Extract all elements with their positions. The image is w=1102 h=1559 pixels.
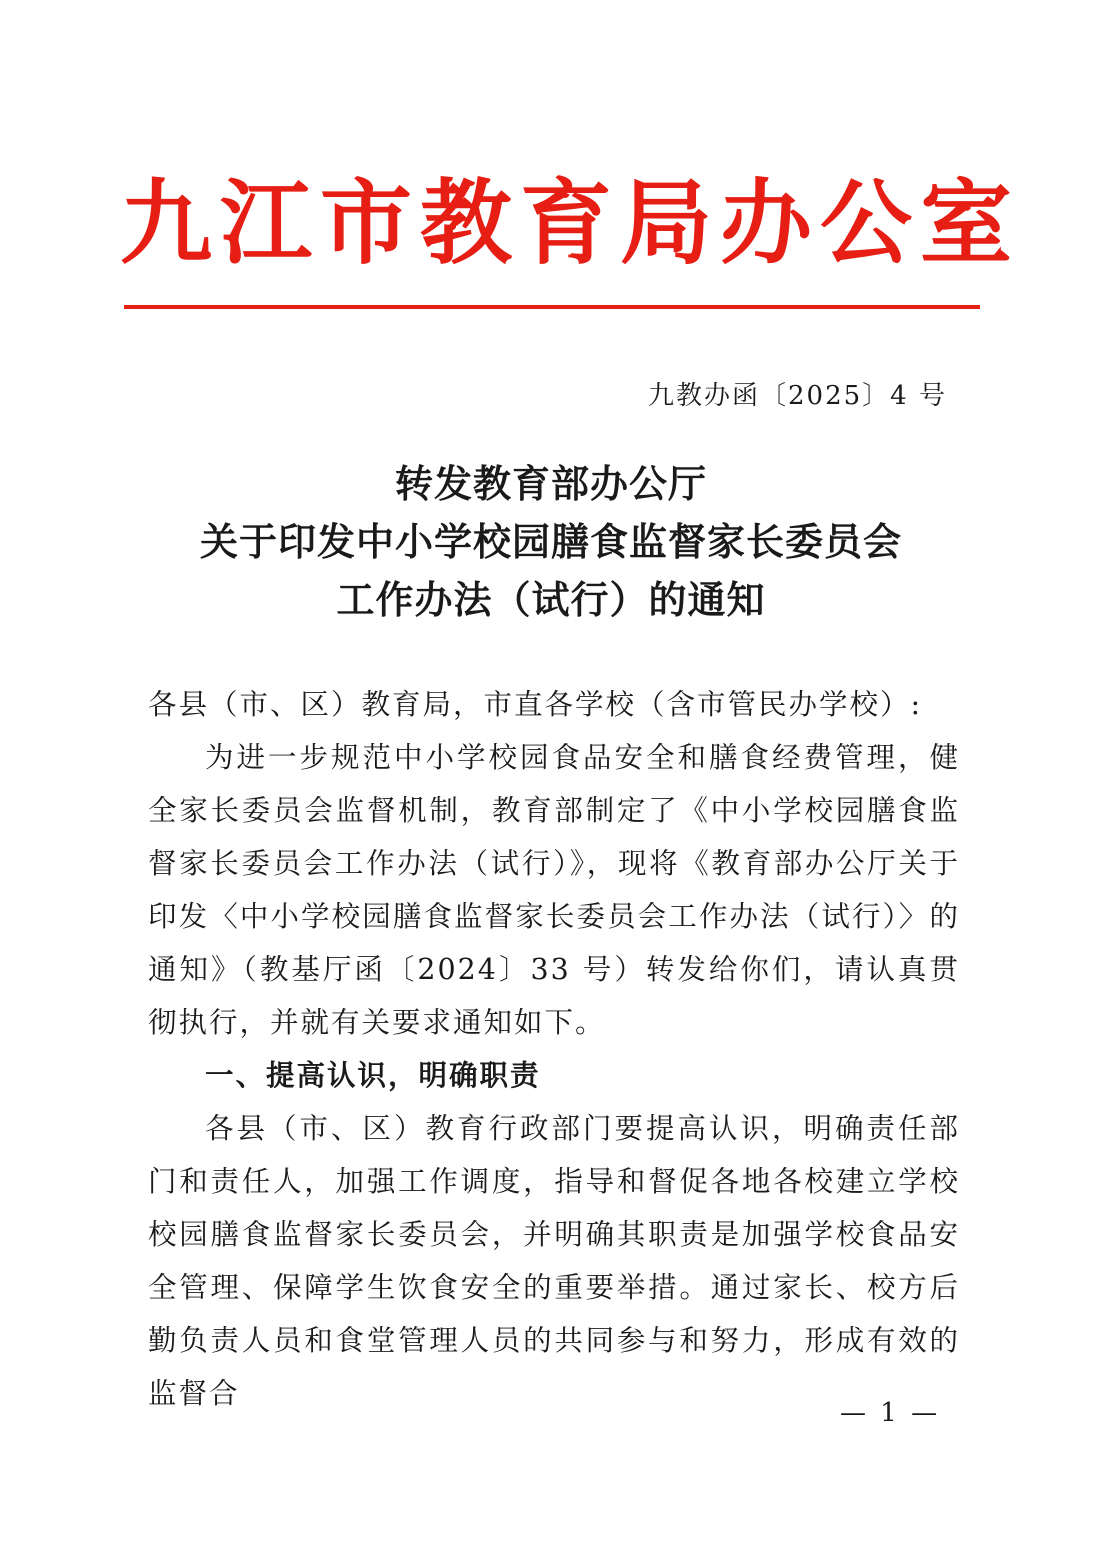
document-title	[100, 455, 1002, 629]
document-body	[148, 678, 960, 1420]
title-line-1: 转发教育部办公厅	[394, 461, 707, 506]
masthead-org-name: 九江市教育局办公室	[120, 169, 1021, 277]
section-heading-1: 一、提高认识，明确职责	[205, 1059, 541, 1092]
title-line-3: 工作办法（试行）的通知	[336, 577, 766, 622]
addressee: 各县（市、区）教育局，市直各学校（含市管民办学校）:	[148, 688, 923, 721]
document-number: 九教办函〔2025〕4 号	[648, 381, 947, 411]
paragraph-intro: 为进一步规范中小学校园食品安全和膳食经费管理，健全家长委员会监督机制，教育部制定了《中小学校园膳食监督家长委员会工作办法（试行）》，现将《教育部办公厅关于印发〈中小学校园膳食监督家长委员会工作办法（试行）〉的通知》（教基厅函〔2024〕33 号）转发给你们，请认真贯彻执行，并就有关要求通知如下。	[148, 741, 960, 1039]
masthead-red-rule	[124, 305, 980, 309]
page-number: — 1 —	[840, 1398, 941, 1428]
paragraph-section-1: 各县（市、区）教育行政部门要提高认识，明确责任部门和责任人，加强工作调度，指导和督促各地各校建立学校校园膳食监督家长委员会，并明确其职责是加强学校食品安全管理、保障学生饮食安全的重要举措。通过家长、校方后勤负责人员和食堂管理人员的共同参与和努力，形成有效的监督合	[148, 1112, 960, 1410]
title-line-2: 关于印发中小学校园膳食监督家长委员会	[199, 519, 902, 564]
